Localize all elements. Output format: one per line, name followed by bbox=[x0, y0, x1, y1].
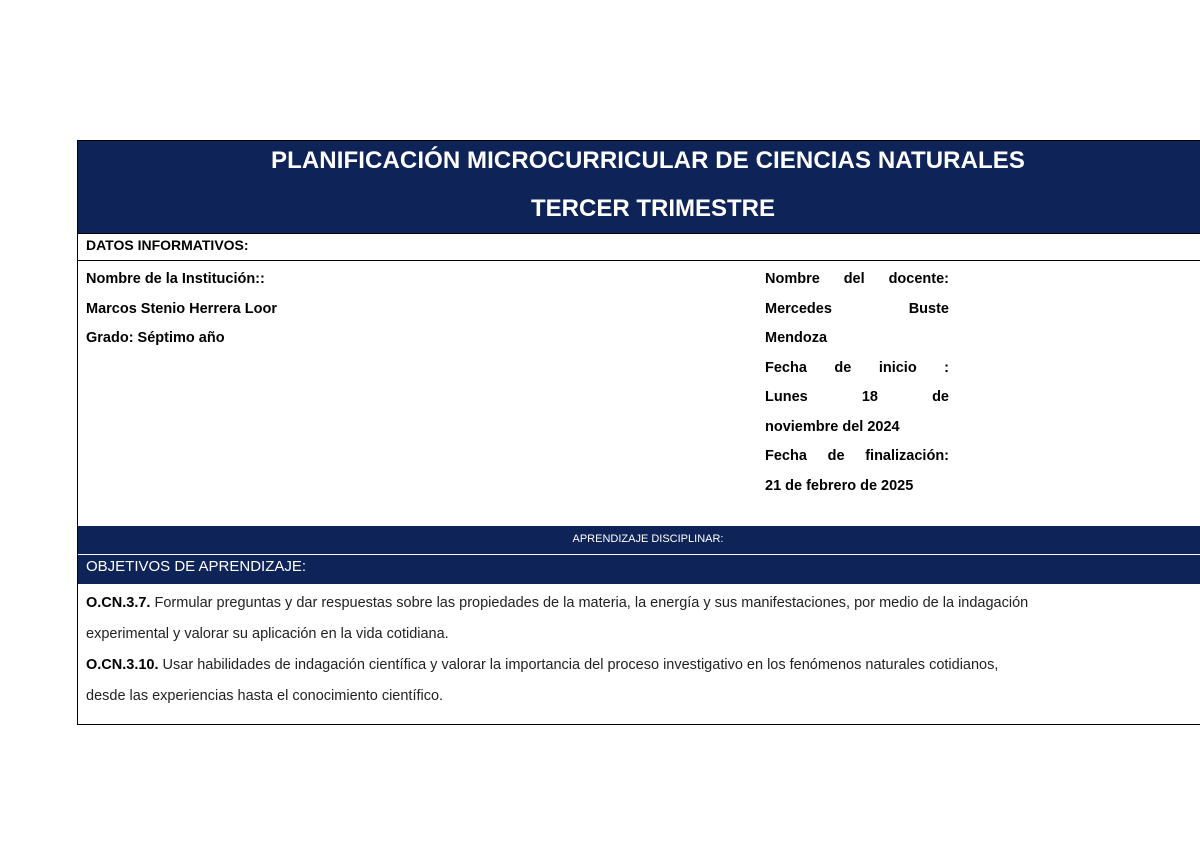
objective-code: O.CN.3.10. bbox=[86, 657, 159, 673]
teacher-value-line2: Mendoza bbox=[765, 330, 828, 346]
objective-item bbox=[86, 650, 1200, 681]
institution-label: Nombre de la Institución:: bbox=[86, 271, 265, 287]
objetivos-header: OBJETIVOS DE APRENDIZAJE: bbox=[78, 554, 1200, 584]
objective-text: Usar habilidades de indagación científica y valorar la importancia del proceso investigativo en los fenómenos naturales cotidianos, bbox=[158, 657, 999, 673]
end-date-label: Fecha de finalización: bbox=[765, 448, 949, 464]
document-title: PLANIFICACIÓN MICROCURRICULAR DE CIENCIAS NATURALES bbox=[271, 147, 1025, 174]
planning-table bbox=[77, 140, 1200, 725]
datos-informativos-header: DATOS INFORMATIVOS: bbox=[78, 233, 1200, 261]
start-date-label: Fecha de inicio : bbox=[765, 359, 949, 376]
objective-code: O.CN.3.7. bbox=[86, 595, 151, 611]
info-block bbox=[78, 261, 1200, 526]
institution-value: Marcos Stenio Herrera Loor bbox=[86, 300, 277, 317]
objective-text: Formular preguntas y dar respuestas sobre las propiedades de la materia, la energía y sus manifestaciones, por medio de la indagación bbox=[150, 595, 1029, 611]
aprendizaje-disciplinar-header: APRENDIZAJE DISCIPLINAR: bbox=[78, 526, 1200, 554]
institution-column bbox=[86, 265, 277, 354]
objective-item bbox=[86, 588, 1200, 619]
grade-text: Grado: Séptimo año bbox=[86, 330, 225, 346]
end-date-value: 21 de febrero de 2025 bbox=[765, 477, 914, 494]
teacher-value-line1: Mercedes Buste bbox=[765, 300, 949, 317]
objective-text-continued: desde las experiencias hasta el conocimiento científico. bbox=[86, 688, 444, 704]
teacher-label: Nombre del docente: bbox=[765, 271, 949, 287]
title-band bbox=[78, 141, 1200, 233]
objective-text-continued: experimental y valorar su aplicación en la vida cotidiana. bbox=[86, 626, 449, 642]
start-date-value-line1: Lunes 18 de bbox=[765, 389, 949, 405]
document-subtitle: TERCER TRIMESTRE bbox=[530, 195, 775, 222]
teacher-column bbox=[765, 265, 949, 501]
start-date-value-line2: noviembre del 2024 bbox=[765, 418, 900, 435]
objectives-list bbox=[78, 584, 1200, 724]
